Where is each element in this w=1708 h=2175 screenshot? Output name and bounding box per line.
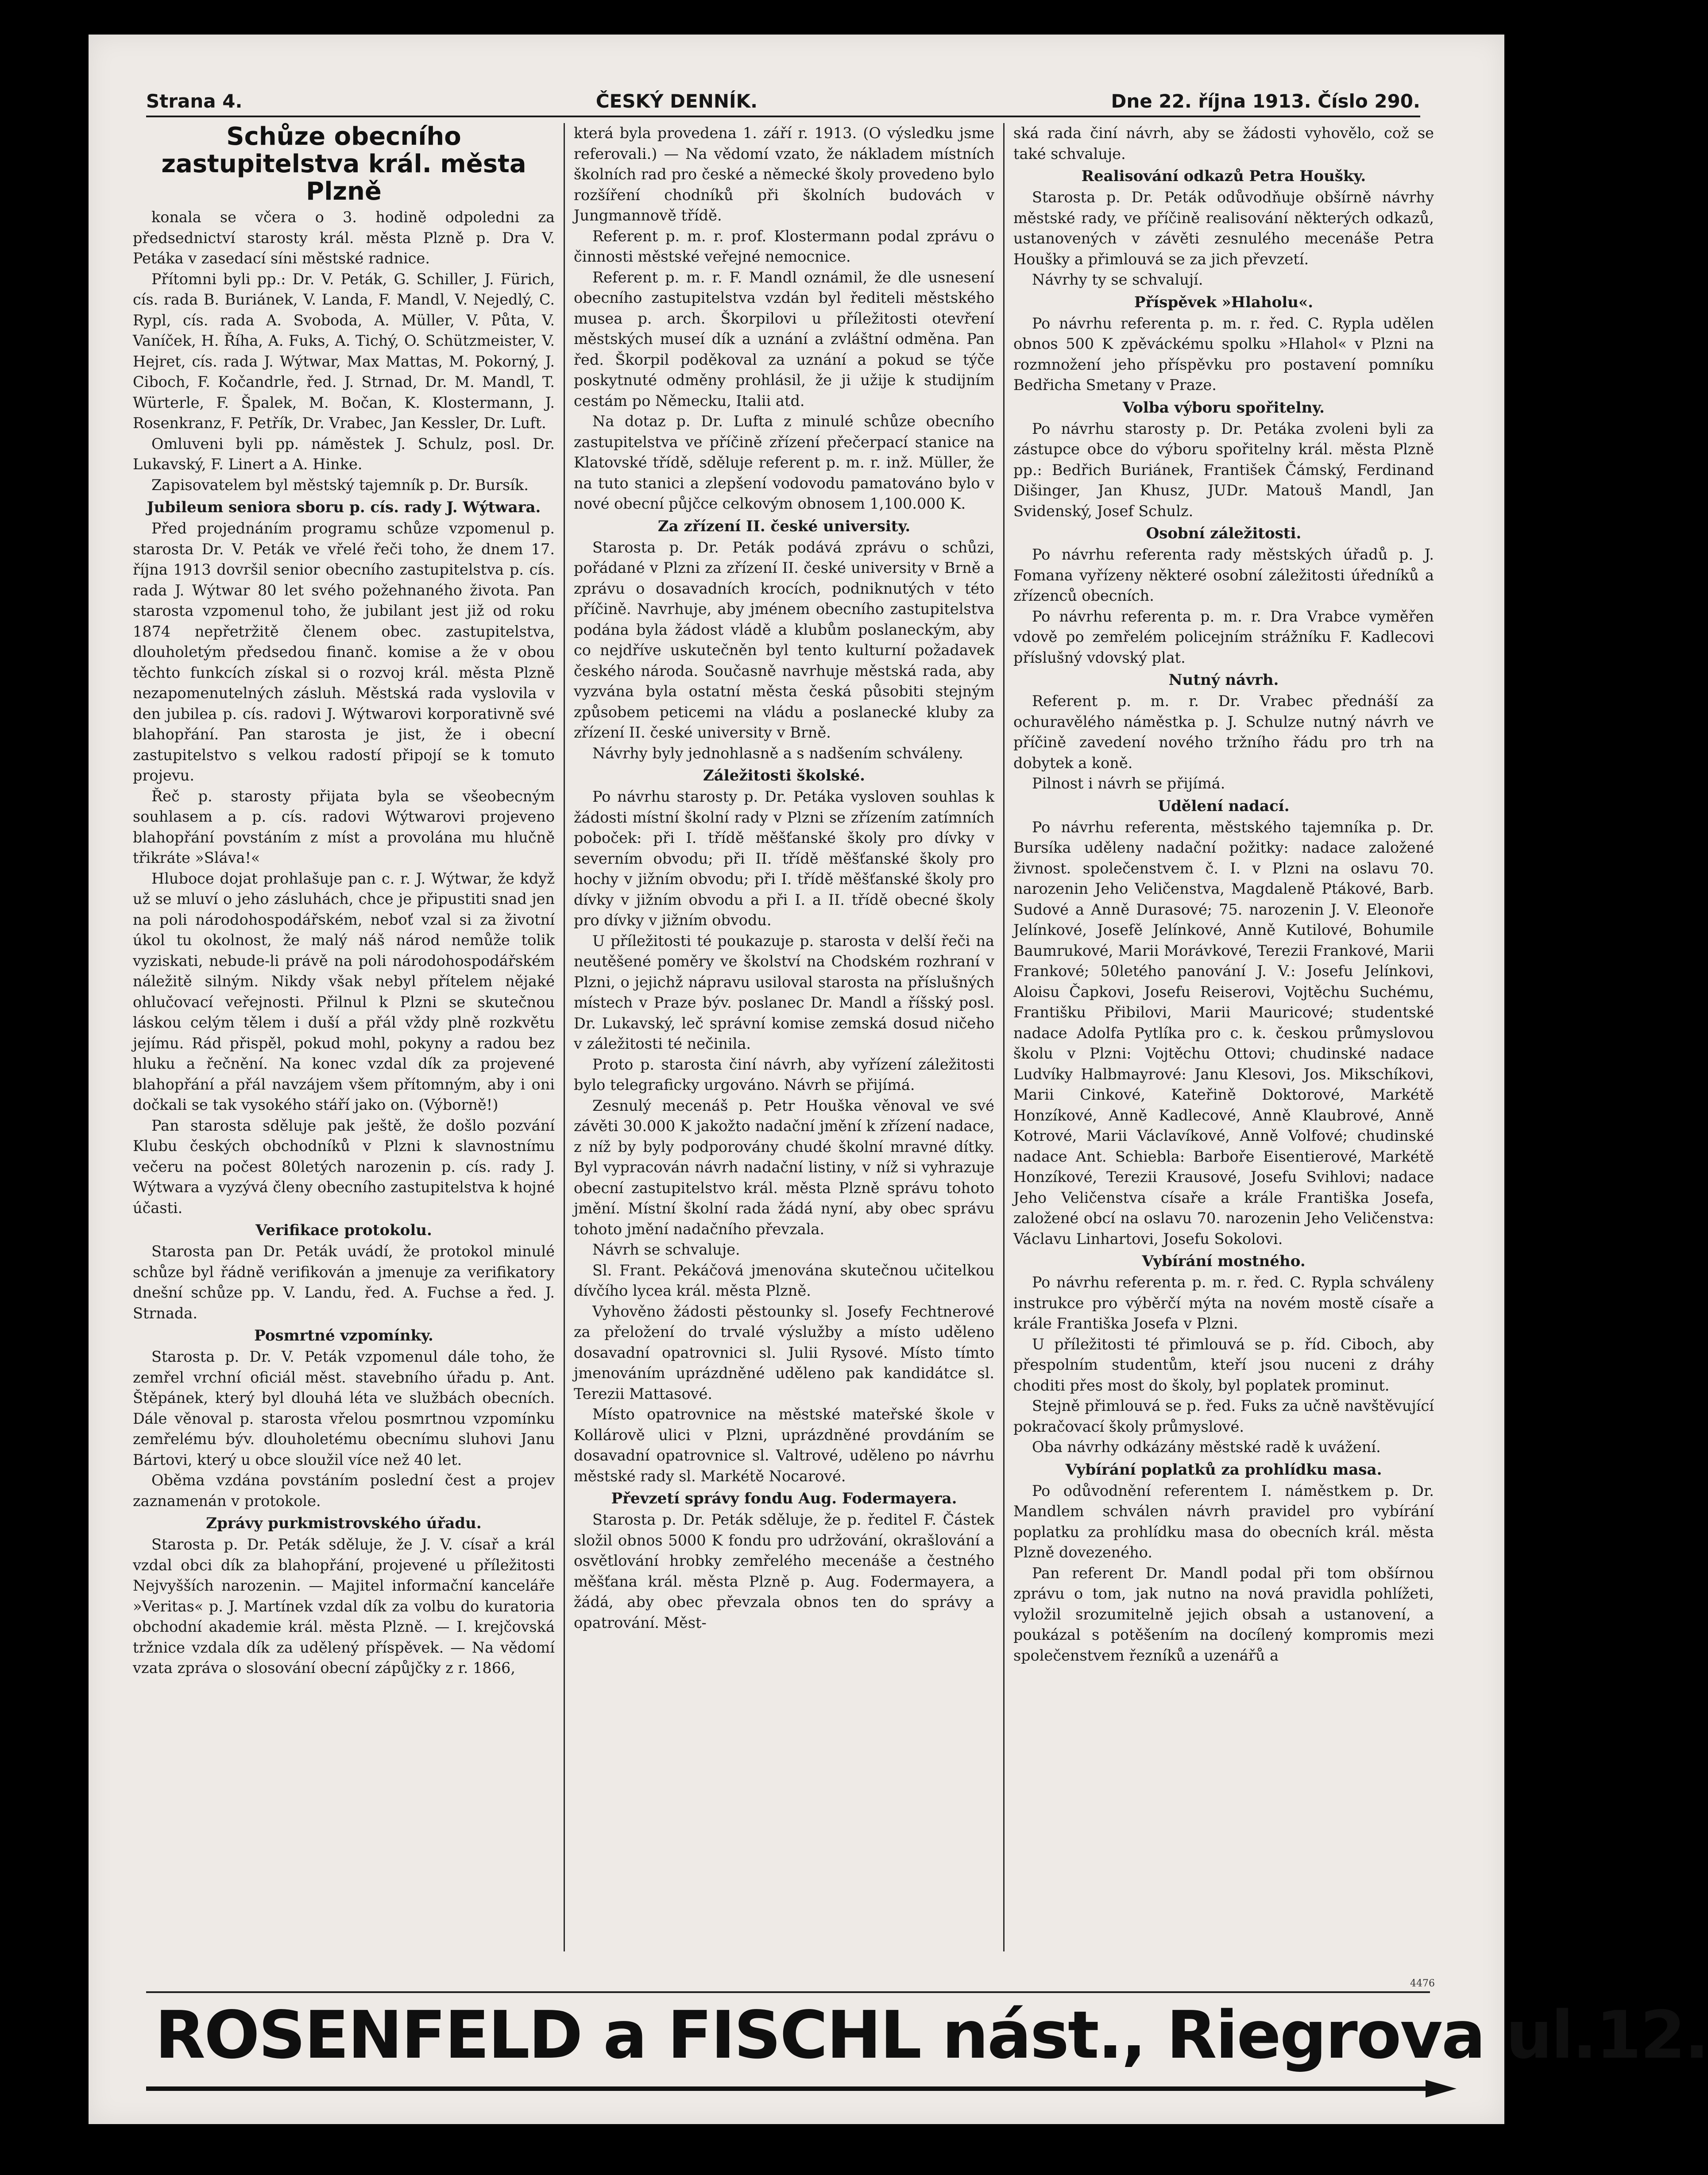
paragraph: Starosta p. Dr. V. Peták vzpomenul dále toho, že zemřel vrchní oficiál měst. stavebního úřadu p. Ant. Štěpánek, který byl dlouhá léta ve službách obecních. Dále věnoval p. starosta vřelou posmrtnou vzpomínku zemřelému býv. dlouholetému obecnímu sluhovi Janu Bártovi, který u obce sloužil více než 40 let. — [133, 1348, 555, 1468]
paragraph: Starosta p. Dr. Peták podává zprávu o schůzi, pořádané v Plzni za zřízení II. české university v Brně a zprávu o dosavadních krocích, podniknutých v této příčině. Navrhuje, aby jménem obecního zastupitelstva podána byla žádost vládě a klubům poslaneckým, aby co nejdříve uskutečněn byl tento kulturní požadavek českého národa. Současně navrhuje městská rada, aby vyzvána byla ostatní města česká působiti stejným způsobem peticemi na vládu a poslanecké kluby za zřízení II. české university v Brně. — [574, 538, 994, 741]
page-number: Strana 4. — [146, 90, 243, 112]
section-heading: Posmrtné vzpomínky. — [254, 1327, 433, 1344]
paragraph: Po návrhu referenta p. m. r. řed. C. Rypla udělen obnos 500 K zpěváckému spolku »Hlahol« v Plzni na rozmnožení jeho příspěvku pro postavení pomníku Bedřicha Smetany v Praze. — [1013, 314, 1434, 394]
paragraph: Referent p. m. r. Dr. Vrabec přednáší za ochuravělého náměstka p. J. Schulze nutný návrh ve příčině zavedení nového tržního řádu pro trh na dobytek a koně. — [1013, 692, 1434, 772]
paragraph: Po odůvodnění referentem I. náměstkem p. Dr. Mandlem schválen návrh pravidel pro vybírání poplatku za prohlídku masa do obecních král. města Plzně dovezeného. — [1013, 1482, 1434, 1561]
column-3 — [1003, 123, 1443, 1951]
section-heading: Verifikace protokolu. — [255, 1221, 432, 1239]
paragraph: Návrhy ty se schvalují. — [1032, 271, 1203, 288]
paragraph: Místo opatrovnice na městské mateřské škole v Kollárově ulici v Plzni, uprázdněné provdáním se dosavadní opatrovnice sl. Valtrové, uděleno po návrhu městské rady sl. Markétě Nocarové. — [574, 1406, 994, 1485]
paragraph: Oběma vzdána povstáním poslední čest a projev zaznamenán v protokole. — [133, 1472, 555, 1510]
paragraph: Oba návrhy odkázány městské radě k uvážení. — [1032, 1438, 1381, 1456]
ad-number: 4476 — [1410, 1978, 1435, 1989]
paragraph: U příležitosti té přimlouvá se p. říd. Ciboch, aby přespolním studentům, kteří jsou nuceni z dráhy choditi přes most do školy, byl poplatek prominut. — [1013, 1335, 1434, 1394]
paragraph: Starosta pan Dr. Peták uvádí, že protokol minulé schůze byl řádně verifikován a jmenuje za verifikatory dnešní schůze pp. V. Landu, řed. A. Fuchse a řed. J. Strnada. — [133, 1243, 555, 1322]
column-1 — [124, 123, 564, 1951]
paragraph: Pan referent Dr. Mandl podal při tom obšírnou zprávu o tom, jak nutno na nová pravidla pohlížeti, vyložil srozumitelně jejich obsah a ustanovení, a poukázal s potěšením na docílený kompromis mezi společenstvem řezníků a uzenářů a — [1013, 1564, 1434, 1664]
issue-date: Dne 22. října 1913. Číslo 290. — [1111, 90, 1420, 112]
paragraph: Zesnulý mecenáš p. Petr Houška věnoval ve své závěti 30.000 K jakožto nadační jmění k zřízení nadace, z níž by byly podporovány chudé školní mravné dítky. Byl vypracován návrh nadační listiny, v níž si vyhrazuje obecní zastupitelstvo král. města Plzně správu tohoto jmění. Místní školní rada žádá nyní, aby obec správu tohoto jmění nadačního převzala. — [574, 1097, 994, 1238]
arrow-icon — [146, 2080, 1457, 2098]
section-heading: Jubileum seniora sboru p. cís. rady J. Wýtwara. — [147, 498, 541, 516]
paragraph: Před projednáním programu schůze vzpomenul p. starosta Dr. V. Peták ve vřelé řeči toho, že dnem 17. října 1913 dovršil senior obecního zastupitelstva p. cís. rada J. Wýtwar 80 let svého požehnaného života. Pan starosta vzpomenul toho, že jubilant jest již od roku 1874 nepřetržitě členem obec. zastupitelstva, dlouholetým předsedou finanč. komise a že v obou těchto funkcích získal si o rozvoj král. města Plzně nezapomenutelných zásluh. Městská rada vyslovila v den jubilea p. cís. radovi J. Wýtwarovi korporativně své blahopřání. Pan starosta je jist, že i obecní zastupitelstvo s velkou radostí připojí se k tomuto projevu. — [133, 520, 555, 784]
paragraph: Stejně přimlouvá se p. řed. Fuks za učně navštěvující pokračovací školy průmyslové. — [1013, 1397, 1434, 1435]
section-heading: Nutný návrh. — [1168, 671, 1279, 689]
paragraph: Starosta p. Dr. Peták sděluje, že p. ředitel F. Částek složil obnos 5000 K fondu pro udržování, okrašlování a osvětlování hrobky zemřelého mecenáše a čestného měšťana král. města Plzně p. Aug. Fodermayera, a žádá, aby obec převzala obnos ten do správy a opatrování. Měst- — [574, 1511, 994, 1631]
paragraph: konala se včera o 3. hodině odpoledni za předsednictví starosty král. města Plzně p. Dra V. Petáka v zasedací síni městské radnice. — [133, 209, 555, 267]
paragraph: která byla provedena 1. září r. 1913. (O výsledku jsme referovali.) — Na vědomí vzato, že nákladem místních školních rad pro české a německé školy provedeno bylo rozšíření chodníků při školních budovách v Jungmannově třídě. — [574, 124, 994, 224]
paragraph: Po návrhu starosty p. Dr. Petáka vysloven souhlas k žádosti místní školní rady v Plzni se zřízením zatímních poboček: při I. třídě měšťanské školy pro dívky v severním obvodu; při II. třídě měšťanské školy pro hochy v jižním obvodu; při I. třídě měšťanské školy pro dívky v jižním obvodu a při I. a II. třídě obecné školy pro dívky v jižním obvodu. — [574, 788, 994, 929]
section-heading: Zprávy purkmistrovského úřadu. — [206, 1514, 482, 1532]
section-heading: Záležitosti školské. — [703, 767, 866, 784]
paragraph: Hluboce dojat prohlašuje pan c. r. J. Wýtwar, že když už se mluví o jeho zásluhách, chce je připustiti snad jen na poli národohospodářském, neboť vzal si za životní úkol tu okolnost, že malý náš národ nemůže tolik vyziskati, nebude-li právě na poli národohospodářském náležitě silným. Nikdy však nebyl přítelem nějaké ohlučovací veřejnosti. Přilnul k Plzni se skutečnou láskou celým tělem i duší a přál vždy plně rozkvětu jejímu. Rád přispěl, pokud mohl, pokyny a radou bez hluku a řečnění. Na konec vzdal dík za projevené blahopřání a přál navzájem všem přítomným, aby i oni dočkali se tak vysokého stáří jako on. (Výborně!) — [133, 869, 555, 1113]
column-2 — [564, 123, 1003, 1951]
article-headline: Schůze obecního zastupitelstva král. města Plzně — [161, 122, 526, 206]
newspaper-title: ČESKÝ DENNÍK. — [595, 90, 758, 112]
section-heading: Za zřízení II. české university. — [657, 517, 911, 535]
section-heading: Realisování odkazů Petra Houšky. — [1081, 167, 1366, 185]
paragraph: Proto p. starosta činí návrh, aby vyřízení záležitosti bylo telegraficky urgováno. Návrh se přijímá. — [574, 1055, 994, 1093]
section-heading: Vybírání mostného. — [1142, 1252, 1306, 1270]
section-heading: Osobní záležitosti. — [1146, 525, 1302, 542]
section-heading: Udělení nadací. — [1158, 797, 1290, 815]
paragraph: Na dotaz p. Dr. Lufta z minulé schůze obecního zastupitelstva ve příčině zřízení přečerpací stanice na Klatovské třídě, sděluje referent p. m. r. inž. Müller, že na tuto stanici a zlepšení vodovodu pamatováno bylo v nové obecní půjčce celkovým obnosem 1,100.000 K. — [574, 413, 994, 512]
paragraph: Návrh se schvaluje. — [592, 1241, 740, 1258]
paragraph: Po návrhu referenta, městského tajemníka p. Dr. Bursíka uděleny nadační požitky: nadace založené živnost. společenstvem č. I. v Plzni na oslavu 70. narozenin Jeho Veličenstva, Magdaleně Ptákové, Barb. Sudové a Anně Durasové; 75. narozenin J. V. Eleonoře Jelínkové, Josefě Jelínkové, Anně Kutilové, Bohumile Baumrukové, Marii Morávkové, Terezii Frankové, Marii Frankové; 50letého panování J. V.: Josefu Jelínkovi, Aloisu Čapkovi, Josefu Reiserovi, Vojtěchu Suchému, Františku Přibilovi, Marii Mauricové; studentské nadace Adolfa Pytlíka pro c. k. českou průmyslovou školu v Plzni: Vojtěchu Ottovi; chudinské nadace Ludvíky Halbmayrové: Janu Klesovi, Jos. Mikschíkovi, Marii Cinkové, Kateřině Doktorové, Markétě Honzíkové, Anně Kadlecové, Anně Klaubrové, Anně Kotrové, Marii Václavíkové, Anně Volfové; chudinské nadace Ant. Schiebla: Barboře Eisentierové, Markétě Honzíkové, Terezii Krausové, Josefu Svihlovi; nadace Jeho Veličenstva císaře a krále Františka Josefa, založené obcí na oslavu 70. narozenin Jeho Veličenstva: Václavu Linhartovi, Josefu Sokolovi. — [1013, 818, 1434, 1248]
advertisement — [146, 1978, 1708, 2102]
paragraph: Po návrhu referenta rady městských úřadů p. J. Fomana vyřízeny některé osobní záležitosti úředníků a zřízenců obecních. — [1013, 546, 1434, 604]
paragraph: Řeč p. starosty přijata byla se všeobecným souhlasem a p. cís. radovi Wýtwarovi projeveno blahopřání povstáním z míst a provolána mu hlučně třikráte »Sláva!« — [133, 787, 555, 866]
paragraph: Pilnost i návrh se přijímá. — [1032, 775, 1225, 792]
paragraph: Vyhověno žádosti pěstounky sl. Josefy Fechtnerové za přeložení do trvalé výslužby a místo uděleno dosavadní opatrovnici sl. Julii Rysové. Místo tímto jmenováním uprázdněné uděleno pak kandidátce sl. Terezii Mattasové. — [574, 1302, 994, 1402]
paragraph: Omluveni byli pp. náměstek J. Schulz, posl. Dr. Lukavský, F. Linert a A. Hinke. — [133, 435, 555, 473]
paragraph: Zapisovatelem byl městský tajemník p. Dr. Bursík. — [151, 476, 529, 494]
section-heading: Volba výboru spořitelny. — [1122, 398, 1325, 417]
paragraph: ská rada činí návrh, aby se žádosti vyhovělo, což se také schvaluje. — [1013, 124, 1434, 162]
section-heading: Příspěvek »Hlaholu«. — [1134, 293, 1314, 311]
section-heading: Převzetí správy fondu Aug. Fodermayera. — [611, 1490, 957, 1507]
paragraph: Referent p. m. r. F. Mandl oznámil, že dle usnesení obecního zastupitelstva vzdán byl řediteli městského musea p. arch. Škorpilovi u příležitosti otevření městských museí dík a uznání a zvláštní odměna. Pan řed. Škorpil poděkoval za uznání a pokud se týče poskytnuté odměny prohlásil, že ji užije k studijním cestám po Německu, Italii atd. — [574, 268, 994, 410]
paragraph: Po návrhu referenta p. m. r. řed. C. Rypla schváleny instrukce pro výběrčí mýta na novém mostě císaře a krále Františka Josefa v Plzni. — [1013, 1274, 1434, 1332]
paragraph: Pan starosta sděluje pak ještě, že došlo pozvání Klubu českých obchodníků v Plzni k slavnostnímu večeru na počest 80letých narozenin p. cís. rady J. Wýtwara a vyzývá členy obecního zastupitelstva k hojné účasti. — [133, 1116, 555, 1217]
paragraph: Po návrhu referenta p. m. r. Dra Vrabce vyměřen vdově po zemřelém policejním strážníku F. Kadlecovi příslušný vdovský plat. — [1013, 607, 1434, 666]
section-heading: Vybírání poplatků za prohlídku masa. — [1065, 1460, 1382, 1479]
paragraph: Starosta p. Dr. Peták odůvodňuje obšírně návrhy městské rady, ve příčině realisování některých odkazů, ustanovených v závěti zesnulého mecenáše Petra Houšky a přimlouvá se za jich převzetí. — [1013, 189, 1434, 268]
ad-divider — [146, 1991, 1430, 1993]
newspaper-page — [89, 35, 1708, 2124]
paragraph: Po návrhu starosty p. Dr. Petáka zvoleni byli za zástupce obce do výboru spořitelny král. města Plzně pp.: Bedřich Buriánek, František Čámský, Ferdinand Dišinger, Jan Khusz, JUDr. Matouš Mandl, Jan Svidenský, Josef Schulz. — [1013, 420, 1434, 520]
paragraph: Sl. Frant. Pekáčová jmenována skutečnou učitelkou dívčího lycea král. města Plzně. — [574, 1261, 994, 1299]
paragraph: Návrhy byly jednohlasně a s nadšením schváleny. — [592, 744, 963, 762]
paragraph: Referent p. m. r. prof. Klostermann podal zprávu o činnosti městské veřejné nemocnice. — [574, 227, 994, 265]
article-columns — [124, 123, 1443, 1951]
paragraph: U příležitosti té poukazuje p. starosta v delší řeči na neutěšené poměry ve školství na Chodském rozhraní v Plzni, o jejichž nápravu usiloval starosta na příslušných místech v Praze býv. poslanec Dr. Mandl a říšský posl. Dr. Lukavský, leč správní komise zemská dosud ničeho v záležitosti té nečinila. — [574, 932, 994, 1052]
paragraph: Přítomni byli pp.: Dr. V. Peták, G. Schiller, J. Fürich, cís. rada B. Buriánek, V. Landa, F. Mandl, V. Nejedlý, C. Rypl, cís. rada A. Svoboda, A. Müller, V. Půta, V. Vaníček, H. Říha, A. Fuks, A. Tichý, O. Schützmeister, V. Hejret, cís. rada J. Wýtwar, Max Mattas, M. Pokorný, J. Ciboch, F. Kočandrle, řed. J. Strnad, Dr. M. Mandl, T. Würterle, F. Špalek, M. Bočan, K. Klostermann, J. Rosenkranz, F. Petřík, Dr. Vrabec, Jan Kessler, Dr. Luft. — [133, 270, 555, 432]
ad-text: ROSENFELD a FISCHL nást., Riegrova ul.12. — [155, 1997, 1708, 2073]
page-header — [146, 81, 1420, 117]
paragraph: Starosta p. Dr. Peták sděluje, že J. V. císař a král vzdal obci dík za blahopřání, projevené u příležitosti Nejvyšších narozenin. — Majitel informační kanceláře »Veritas« p. J. Martínek vzdal dík za volbu do kuratoria obchodní akademie král. města Plzně. — I. krejčovská tržnice vzdala dík za udělený příspěvek. — Na vědomí vzata zpráva o slosování obecní zápůjčky z r. 1866, — [133, 1536, 555, 1677]
